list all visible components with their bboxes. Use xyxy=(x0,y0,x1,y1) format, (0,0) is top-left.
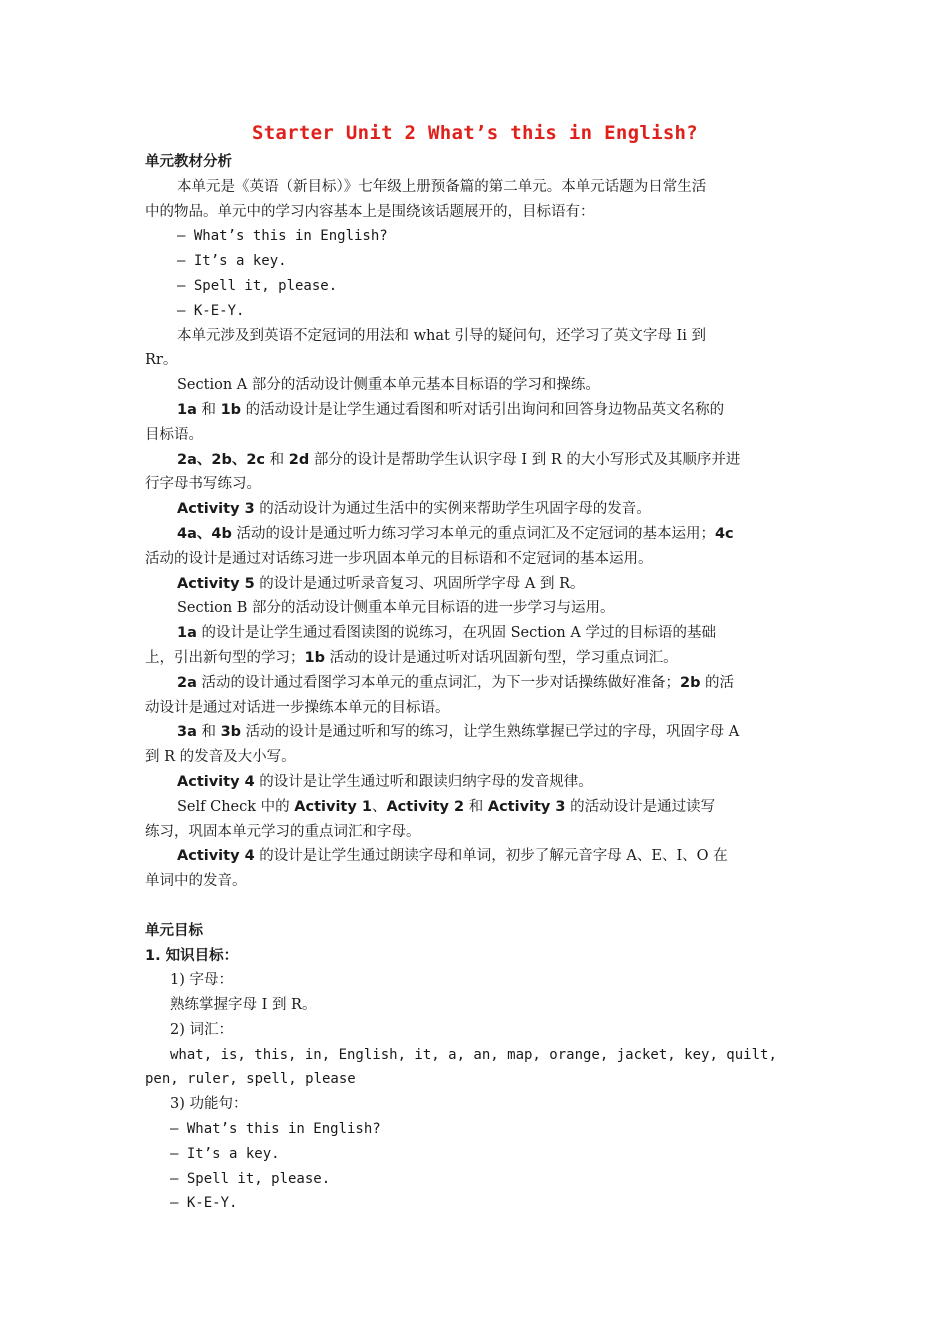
document-body xyxy=(145,150,807,1216)
bold-label: 2a、2b、2c xyxy=(177,451,266,468)
dialog-line: — It’s a key. xyxy=(170,1145,280,1162)
bold-label: 4a、4b xyxy=(177,525,232,542)
dialog-line: — K-E-Y. xyxy=(170,1195,238,1212)
bold-label: Activity 3 xyxy=(177,501,255,518)
text-span: 的活 xyxy=(700,674,735,691)
text-span: 的设计是让学生通过听和跟读归纳字母的发音规律。 xyxy=(254,773,593,790)
list-item: 3) 功能句： xyxy=(170,1096,248,1113)
text-span: 的设计是让学生通过朗读字母和单词，初步了解元音字母 A、E、I、O 在 xyxy=(254,848,728,865)
paragraph-line: 中的物品。单元中的学习内容基本上是围绕该话题展开的，目标语有： xyxy=(145,203,595,220)
vocab-line: pen, ruler, spell, please xyxy=(145,1071,356,1088)
dialog-line: — What’s this in English? xyxy=(170,1121,381,1138)
paragraph-line xyxy=(145,522,807,547)
bold-label: Activity 3 xyxy=(487,798,566,815)
paragraph-line: Rr。 xyxy=(145,352,178,369)
bold-label: 2b xyxy=(679,674,701,691)
paragraph-line: Section B 部分的活动设计侧重本单元目标语的进一步学习与运用。 xyxy=(177,600,615,617)
section-heading-goals: 单元目标 xyxy=(145,922,203,939)
paragraph-line: 动设计是通过对话进一步操练本单元的目标语。 xyxy=(145,699,450,716)
text-span: 和 xyxy=(265,451,289,468)
paragraph-line xyxy=(145,497,807,522)
paragraph-line: 活动的设计是通过对话练习进一步巩固本单元的目标语和不定冠词的基本运用。 xyxy=(145,550,653,567)
dialog-line: — Spell it, please. xyxy=(170,1170,331,1187)
paragraph-line xyxy=(145,448,807,473)
paragraph-line: 本单元涉及到英语不定冠词的用法和 what 引导的疑问句，还学习了英文字母 Ii 到 xyxy=(177,327,707,344)
text-span: 活动的设计是通过听力练习学习本单元的重点词汇及不定冠词的基本运用； xyxy=(231,525,715,542)
paragraph-line xyxy=(145,770,807,795)
spacer xyxy=(145,894,807,919)
text-span: 活动的设计是通过听对话巩固新句型，学习重点词汇。 xyxy=(324,649,678,666)
bold-label: 1a xyxy=(177,401,197,418)
subheading-knowledge: 1. 知识目标： xyxy=(145,947,239,964)
text-span: 的设计是让学生通过看图读图的说练习，在巩固 Section A 学过的目标语的基础 xyxy=(196,625,716,642)
paragraph-line xyxy=(145,572,807,597)
dialog-line: — K-E-Y. xyxy=(177,302,245,319)
bold-label: 2d xyxy=(288,451,310,468)
dialog-line: — Spell it, please. xyxy=(177,277,338,294)
bold-label: 1b xyxy=(220,401,242,418)
paragraph-line xyxy=(145,646,807,671)
text-span: 活动的设计是通过听和写的练习，让学生熟练掌握已学过的字母，巩固字母 A xyxy=(241,724,740,741)
paragraph-line: 行字母书写练习。 xyxy=(145,476,261,493)
text-span: 和 xyxy=(196,724,221,741)
document-title: Starter Unit 2 What’s this in English? xyxy=(251,122,699,144)
paragraph-line: Section A 部分的活动设计侧重本单元基本目标语的学习和操练。 xyxy=(177,377,600,394)
dialog-line: — What’s this in English? xyxy=(177,228,388,245)
text-span: Self Check 中的 xyxy=(177,798,295,815)
text-span: 部分的设计是帮助学生认识字母 I 到 R 的大小写形式及其顺序并进 xyxy=(309,451,741,468)
bold-label: 4c xyxy=(714,525,734,542)
text-span: 上，引出新句型的学习； xyxy=(145,649,305,666)
bold-label: 2a xyxy=(177,674,197,691)
text-span: 活动的设计通过看图学习本单元的重点词汇，为下一步对话操练做好准备； xyxy=(196,674,680,691)
vocab-line: what, is, this, in, English, it, a, an, map, orange, jacket, key, quilt, xyxy=(170,1046,777,1063)
dialog-line: — It’s a key. xyxy=(177,253,287,270)
bold-label: Activity 2 xyxy=(386,798,465,815)
paragraph-line: 目标语。 xyxy=(145,426,203,443)
bold-label: Activity 4 xyxy=(177,773,255,790)
text-span: 的活动设计是通过读写 xyxy=(565,798,716,815)
list-item: 2) 词汇： xyxy=(170,1021,233,1038)
text-span: 和 xyxy=(196,401,221,418)
text-span: 和 xyxy=(464,798,488,815)
bold-label: 3a xyxy=(177,724,197,741)
text-span: 、 xyxy=(371,798,387,815)
paragraph-line: 本单元是《英语（新目标）》七年级上册预备篇的第二单元。本单元话题为日常生活 xyxy=(177,178,707,195)
section-heading-analysis: 单元教材分析 xyxy=(145,154,232,170)
paragraph-line xyxy=(145,621,807,646)
list-item: 1) 字母： xyxy=(170,972,233,989)
paragraph-line xyxy=(145,795,807,820)
paragraph-line xyxy=(145,671,807,696)
text-span: 的活动设计是让学生通过看图和听对话引出询问和回答身边物品英文名称的 xyxy=(241,401,725,418)
paragraph-line: 单词中的发音。 xyxy=(145,873,247,890)
paragraph-line: 到 R 的发音及大小写。 xyxy=(145,749,296,766)
bold-label: Activity 1 xyxy=(294,798,372,815)
bold-label: 1a xyxy=(177,625,197,642)
paragraph-line xyxy=(145,844,807,869)
bold-label: Activity 5 xyxy=(177,575,255,592)
bold-label: 1b xyxy=(304,649,325,666)
paragraph-line: 熟练掌握字母 I 到 R。 xyxy=(170,997,317,1014)
text-span: 的设计是通过听录音复习、巩固所学字母 A 到 R。 xyxy=(254,575,585,592)
paragraph-line xyxy=(145,720,807,745)
paragraph-line: 练习，巩固本单元学习的重点词汇和字母。 xyxy=(145,823,421,840)
paragraph-line xyxy=(145,398,807,423)
bold-label: 3b xyxy=(220,724,242,741)
bold-label: Activity 4 xyxy=(177,848,255,865)
text-span: 的活动设计为通过生活中的实例来帮助学生巩固字母的发音。 xyxy=(254,501,651,518)
